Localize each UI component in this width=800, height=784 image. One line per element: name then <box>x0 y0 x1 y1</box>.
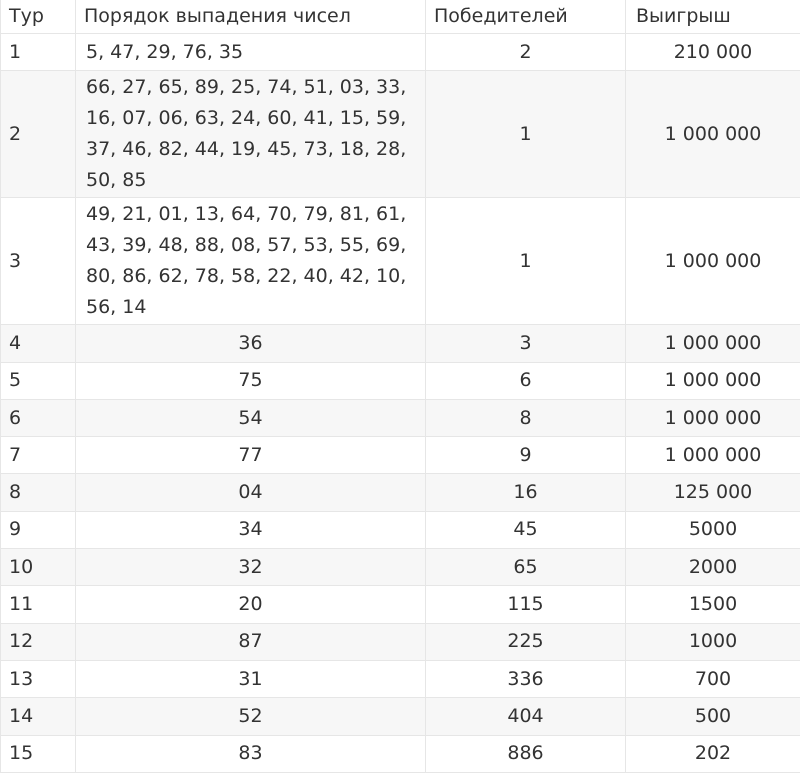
table-row <box>1 586 800 623</box>
row-winners: 9 <box>426 437 626 474</box>
table-row <box>1 71 800 198</box>
row-winners: 2 <box>426 34 626 71</box>
row-tour: 3 <box>1 198 76 325</box>
table-row <box>1 660 800 697</box>
row-tour: 4 <box>1 325 76 362</box>
row-tour: 9 <box>1 511 76 548</box>
table-row <box>1 623 800 660</box>
row-winners: 404 <box>426 698 626 735</box>
row-numbers: 31 <box>76 660 426 697</box>
header-winners: Победителей <box>426 0 626 34</box>
row-numbers: 32 <box>76 549 426 586</box>
row-numbers: 83 <box>76 735 426 772</box>
row-prize: 1 000 000 <box>626 437 800 474</box>
row-tour: 6 <box>1 399 76 436</box>
table-body <box>1 34 800 773</box>
row-prize: 1 000 000 <box>626 362 800 399</box>
row-tour: 7 <box>1 437 76 474</box>
row-tour: 8 <box>1 474 76 511</box>
row-prize: 125 000 <box>626 474 800 511</box>
table-row <box>1 549 800 586</box>
row-tour: 13 <box>1 660 76 697</box>
row-numbers: 49, 21, 01, 13, 64, 70, 79, 81, 61, 43, 39, 48, 88, 08, 57, 53, 55, 69, 80, 86, 62, 78, 58, 22, 40, 42, 10, 56, 14 <box>76 198 426 325</box>
row-numbers: 87 <box>76 623 426 660</box>
table-row <box>1 735 800 772</box>
row-tour: 11 <box>1 586 76 623</box>
row-tour: 10 <box>1 549 76 586</box>
row-winners: 3 <box>426 325 626 362</box>
table-row <box>1 198 800 325</box>
row-tour: 15 <box>1 735 76 772</box>
row-prize: 1 000 000 <box>626 71 800 198</box>
row-prize: 700 <box>626 660 800 697</box>
row-numbers: 04 <box>76 474 426 511</box>
row-prize: 210 000 <box>626 34 800 71</box>
row-numbers: 34 <box>76 511 426 548</box>
row-numbers: 77 <box>76 437 426 474</box>
row-winners: 1 <box>426 198 626 325</box>
table-row <box>1 698 800 735</box>
row-winners: 45 <box>426 511 626 548</box>
row-tour: 14 <box>1 698 76 735</box>
table-row <box>1 325 800 362</box>
row-prize: 202 <box>626 735 800 772</box>
row-numbers: 52 <box>76 698 426 735</box>
row-prize: 1 000 000 <box>626 399 800 436</box>
header-row <box>1 0 800 34</box>
row-prize: 1500 <box>626 586 800 623</box>
row-winners: 6 <box>426 362 626 399</box>
header-numbers: Порядок выпадения чисел <box>76 0 426 34</box>
table-row <box>1 34 800 71</box>
row-prize: 500 <box>626 698 800 735</box>
row-winners: 1 <box>426 71 626 198</box>
row-winners: 115 <box>426 586 626 623</box>
row-tour: 1 <box>1 34 76 71</box>
row-prize: 1000 <box>626 623 800 660</box>
table-row <box>1 511 800 548</box>
row-numbers: 54 <box>76 399 426 436</box>
row-numbers: 20 <box>76 586 426 623</box>
row-numbers: 36 <box>76 325 426 362</box>
row-prize: 1 000 000 <box>626 325 800 362</box>
row-numbers: 66, 27, 65, 89, 25, 74, 51, 03, 33, 16, 07, 06, 63, 24, 60, 41, 15, 59, 37, 46, 82, 44, 19, 45, 73, 18, 28, 50, 85 <box>76 71 426 198</box>
row-winners: 65 <box>426 549 626 586</box>
table-row <box>1 474 800 511</box>
header-prize: Выигрыш <box>626 0 800 34</box>
header-tour: Тур <box>1 0 76 34</box>
row-tour: 12 <box>1 623 76 660</box>
row-winners: 16 <box>426 474 626 511</box>
row-winners: 8 <box>426 399 626 436</box>
table-row <box>1 399 800 436</box>
table-row <box>1 362 800 399</box>
table-row <box>1 437 800 474</box>
row-prize: 5000 <box>626 511 800 548</box>
row-winners: 225 <box>426 623 626 660</box>
table-header <box>1 0 800 34</box>
row-winners: 886 <box>426 735 626 772</box>
row-prize: 2000 <box>626 549 800 586</box>
row-numbers: 5, 47, 29, 76, 35 <box>76 34 426 71</box>
row-prize: 1 000 000 <box>626 198 800 325</box>
row-numbers: 75 <box>76 362 426 399</box>
row-winners: 336 <box>426 660 626 697</box>
row-tour: 2 <box>1 71 76 198</box>
row-tour: 5 <box>1 362 76 399</box>
